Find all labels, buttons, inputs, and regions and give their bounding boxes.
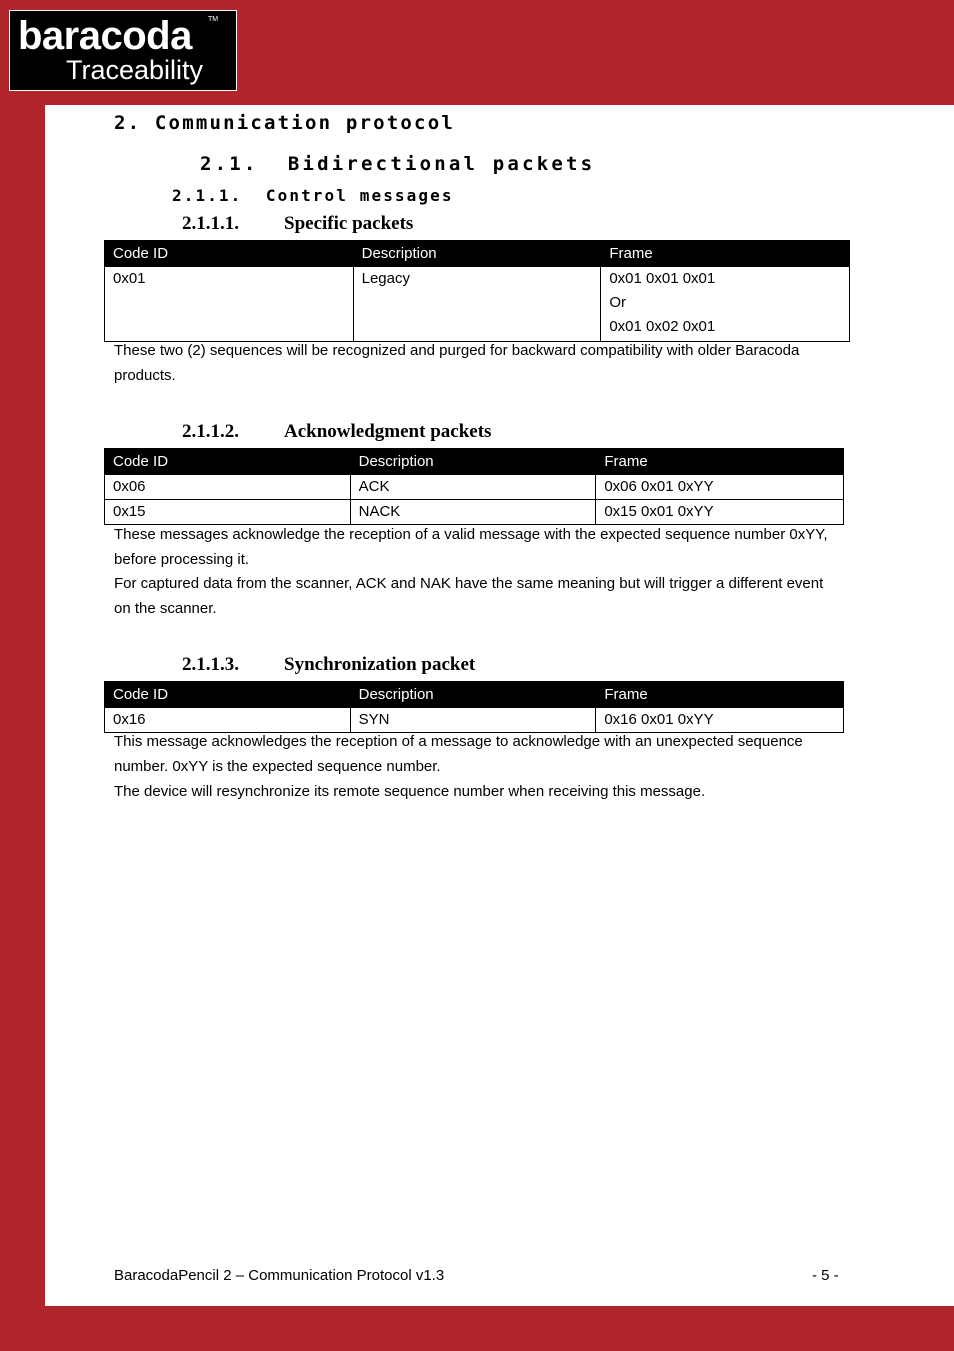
table-row [105,500,844,525]
heading-bidirectional-packets [200,153,595,175]
description-cell: Legacy [353,267,601,342]
table-header-row [105,241,850,267]
footer-document-title: BaracodaPencil 2 – Communication Protocol v1.3 [114,1267,445,1284]
footer-page-number: - 5 - [812,1267,839,1284]
column-header: Description [353,241,601,267]
heading-number: 2.1.1.3. [182,654,239,675]
heading-text: Acknowledgment packets [284,421,492,442]
column-header: Description [350,449,596,475]
heading-text: Control messages [265,186,454,205]
table-header-row [105,449,844,475]
table-row [105,475,844,500]
heading-number: 2.1.1.2. [182,421,239,442]
heading-number: 2.1.1.1. [182,213,239,234]
frame-cell: 0x16 0x01 0xYY [596,708,844,733]
logo-subtitle: Traceability [66,55,204,85]
heading-communication-protocol [114,112,455,134]
column-header: Description [350,682,596,708]
specific-packets-table [104,240,850,342]
acknowledgment-packets-table [104,448,844,525]
column-header: Frame [601,241,850,267]
logo-wordmark: baracoda [18,14,192,58]
description-cell: ACK [350,475,596,500]
column-header: Code ID [105,682,351,708]
paragraph: This message acknowledges the reception of a message to acknowledge with an unexpected sequence number. 0xYY is the expected sequence number. [114,733,803,775]
column-header: Code ID [105,241,354,267]
heading-control-messages [172,186,454,205]
heading-number: 2.1. [200,153,259,175]
frame-line: 0x01 0x02 0x01 [609,318,716,335]
code-cell: 0x06 [105,475,351,500]
heading-text: Communication protocol [154,112,455,134]
heading-number: 2. [114,112,142,134]
frame-cell: 0x06 0x01 0xYY [596,475,844,500]
code-cell: 0x01 [105,267,354,342]
logo-trademark: TM [208,16,219,23]
table-row [105,708,844,733]
synchronization-packet-table [104,681,844,733]
heading-text: Specific packets [284,213,414,234]
column-header: Frame [596,682,844,708]
code-cell: 0x16 [105,708,351,733]
frame-line: 0x01 0x01 0x01 [609,270,716,287]
description-cell: NACK [350,500,596,525]
description-cell: SYN [350,708,596,733]
code-cell: 0x15 [105,500,351,525]
frame-line: Or [609,294,626,311]
heading-text: Bidirectional packets [287,153,596,175]
paragraph: These two (2) sequences will be recognized and purged for backward compatibility with older Baracoda products. [114,342,800,384]
paragraph: For captured data from the scanner, ACK and NAK have the same meaning but will trigger a different event on the scanner. [114,575,824,617]
frame-cell [601,267,850,342]
paragraph: These messages acknowledge the reception of a valid message with the expected sequence number 0xYY, before processing it. [114,526,828,568]
heading-number: 2.1.1. [172,186,243,205]
column-header: Frame [596,449,844,475]
table-header-row [105,682,844,708]
paragraph: The device will resynchronize its remote sequence number when receiving this message. [114,783,706,800]
column-header: Code ID [105,449,351,475]
baracoda-logo [9,10,237,91]
frame-cell: 0x15 0x01 0xYY [596,500,844,525]
table-row [105,267,850,342]
heading-text: Synchronization packet [284,654,476,675]
